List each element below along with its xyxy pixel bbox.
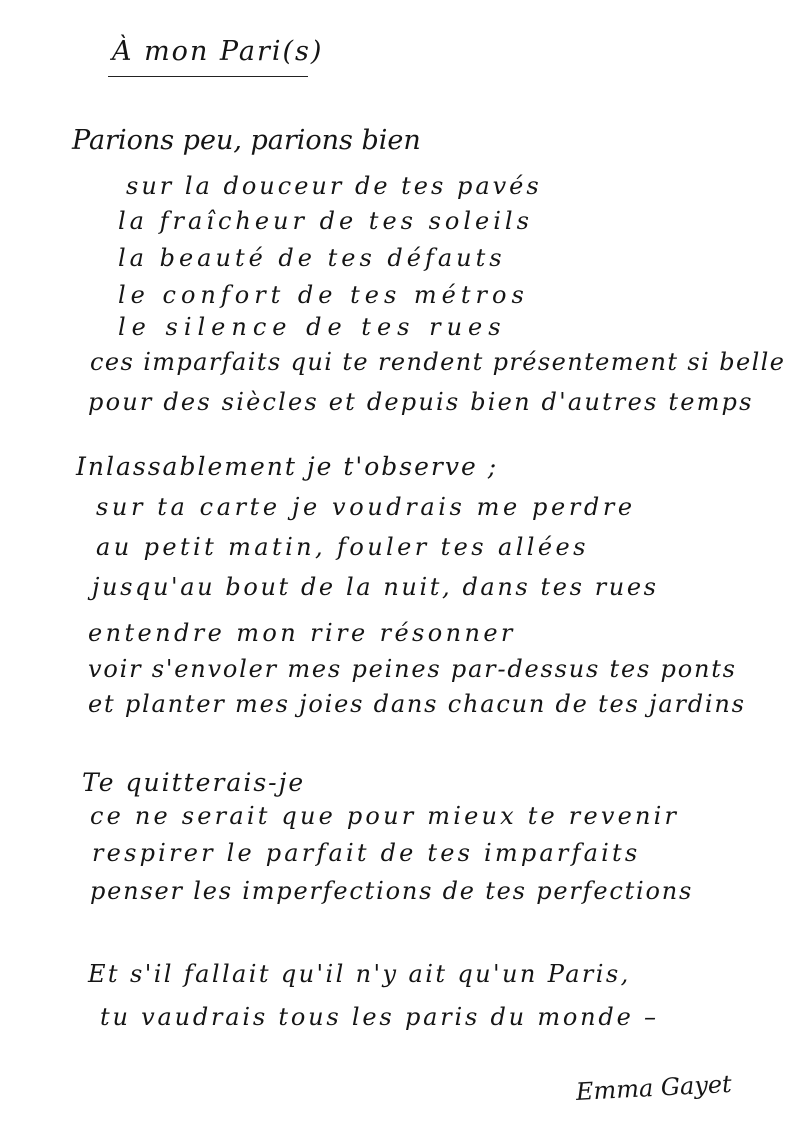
poem-line: Inlassablement je t'observe ; [76, 452, 499, 481]
poem-line: ce ne serait que pour mieux te revenir [90, 802, 680, 830]
poem-line: pour des siècles et depuis bien d'autres temps [88, 388, 754, 416]
poem-line: Parions peu, parions bien [72, 125, 421, 156]
poem-line: jusqu'au bout de la nuit, dans tes rues [92, 573, 659, 601]
title-underline [108, 76, 308, 77]
poem-line: Te quitterais-je [82, 768, 306, 797]
poem-line: penser les imperfections de tes perfections [90, 877, 694, 905]
poem-line: tu vaudrais tous les paris du monde – [100, 1003, 659, 1031]
poem-line: respirer le parfait de tes imparfaits [92, 839, 641, 867]
poem-line: le silence de tes rues [118, 313, 507, 341]
poem-line: ces imparfaits qui te rendent présentement si belle [90, 348, 786, 376]
poem-line: Et s'il fallait qu'il n'y ait qu'un Paris, [88, 960, 631, 988]
poem-line: et planter mes joies dans chacun de tes jardins [88, 690, 746, 718]
poem-line: la beauté de tes défauts [118, 244, 506, 272]
poem-line: au petit matin, fouler tes allées [96, 533, 589, 561]
poem-line: voir s'envoler mes peines par-dessus tes ponts [88, 655, 737, 683]
poem-line: entendre mon rire résonner [88, 619, 516, 647]
poem-line: sur ta carte je voudrais me perdre [96, 493, 636, 521]
poem-line: sur la douceur de tes pavés [126, 172, 542, 200]
poem-line: le confort de tes métros [118, 281, 529, 309]
poem-line: la fraîcheur de tes soleils [118, 207, 533, 235]
poem-title: À mon Pari(s) [112, 36, 324, 67]
signature: Emma Gayet [575, 1069, 733, 1106]
